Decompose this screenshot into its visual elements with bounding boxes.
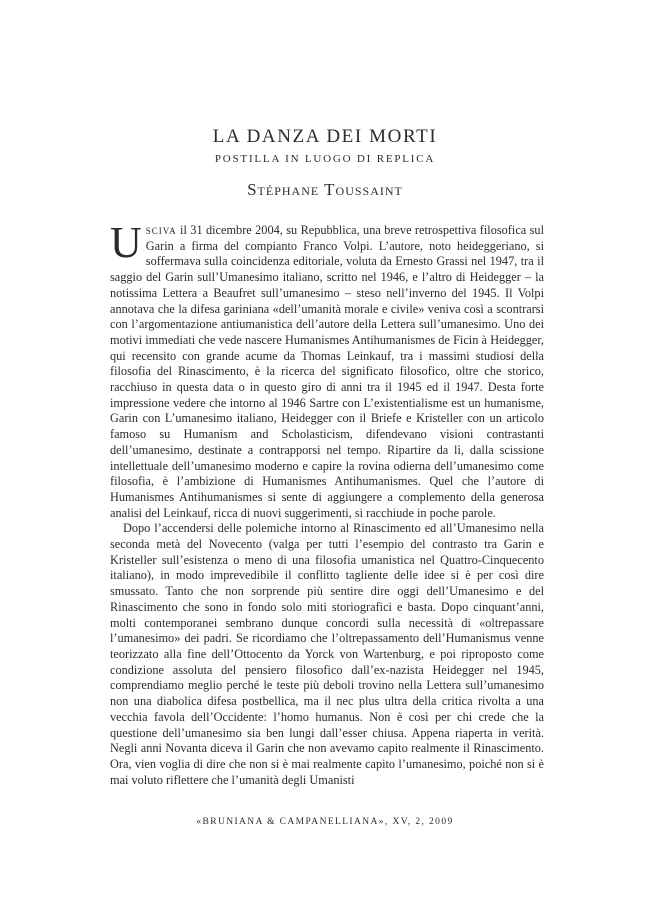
paragraph-1 [110,218,544,521]
paragraph-1-text: il 31 dicembre 2004, su Repubblica, una breve retrospettiva filosofica sul Garin a firma del compianto Franco Volpi. L’autore, noto heideggeriano, si soffermava sulla coincidenza editoriale, voluta da Ernesto Grassi nel 1947, tra il saggio del Garin sull’Umanesimo italiano, scritto nel 1946, e l’altro di Heidegger – la notissima Lettera a Beaufret sull’umanesimo – steso nell’inverno del 1945. Il Volpi annotava che la difesa gariniana «dell’umanità morale e civile» veniva così a scontrarsi con l’argomentazione antiumanistica dell’autore della Lettera sull’umanesimo. Uno dei motivi immediati che vede nascere Humanismes Antihumanismes de Ficin à Heidegger, qui recensito con grande acume da Thomas Leinkauf, tra i massimi studiosi della filosofia del Rinascimento, è la ricerca del significato filosofico, oltre che storico, racchiuso in questa data o in questo giro di anni tra il 1945 ed il 1947. Desta forte impressione vedere che intorno al 1946 Sartre con L’existentialisme est un humanisme, Garin con L’umanesimo italiano, Heidegger con il Briefe e Kristeller con un articolo famoso su Humanism and Scholasticism, difendevano visioni contrastanti dell’umanesimo, destinate a contrapporsi nel tempo. Ripartire da lì, dalla scissione intellettuale dell’umanesimo moderno e capire la rovina odierna dell’umanesimo come filosofia, è l’ambizione di Humanismes Antihumanismes. Quel che l’autore di Humanismes Antihumanismes si sente di aggiungere a complemento della generosa analisi del Leinkauf, ricca di nuovi suggerimenti, si racchiude in poche parole. [110,223,544,520]
article-author: Stéphane Toussaint [247,180,403,199]
article-subtitle: POSTILLA IN LUOGO DI REPLICA [214,153,436,165]
article-body [110,218,544,788]
lead-word: sciva [145,223,177,237]
paragraph-2: Dopo l’accendersi delle polemiche intorno al Rinascimento ed all’Umanesimo nella seconda metà del Novecento (valga per tutti l’esempio del contrasto tra Garin e Kristeller sull’esistenza o meno di una filosofia umanistica nel Quattro-Cinquecento italiano), in modo imprevedibile il conflitto tagliente delle idee si è per così dire smussato. Tanto che non sorprende più sentire dire oggi dell’Umanesimo e del Rinascimento che sono in fondo solo miti storiografici e basta. Dopo cinquant’anni, molti contemporanei sembrano dunque concordi sulla necessità di «oltrepassare l’umanesimo» dei padri. Se ricordiamo che l’oltrepassamento dell’Humanismus venne teorizzato alla fine dell’Ottocento da Yorck von Wartenburg, e poi riproposto come condizione assoluta del pensiero filosofico dall’ex-nazista Heidegger nel 1945, comprendiamo meglio perché le teste più deboli trovino nella Lettera sull’umanesimo non una diabolica difesa postbellica, ma il nec plus ultra della critica rivolta a una vecchia favola dell’Occidente: l’homo humanus. Non è così per chi crede che la questione dell’umanesimo sia ben lungi dall’esser chiusa. Appena riaperta in verità. Negli anni Novanta diceva il Garin che non avevamo capito realmente il Rinascimento. Ora, vien voglia di dire che non si è mai realmente capito l’umanesimo, poiché non si è mai voluto riflettere che l’umanità degli Umanisti [110,521,544,787]
journal-footer: «BRUNIANA & CAMPANELLIANA», XV, 2, 2009 [196,817,454,827]
article-title: LA DANZA DEI MORTI [212,126,438,147]
drop-cap: U [110,218,142,267]
